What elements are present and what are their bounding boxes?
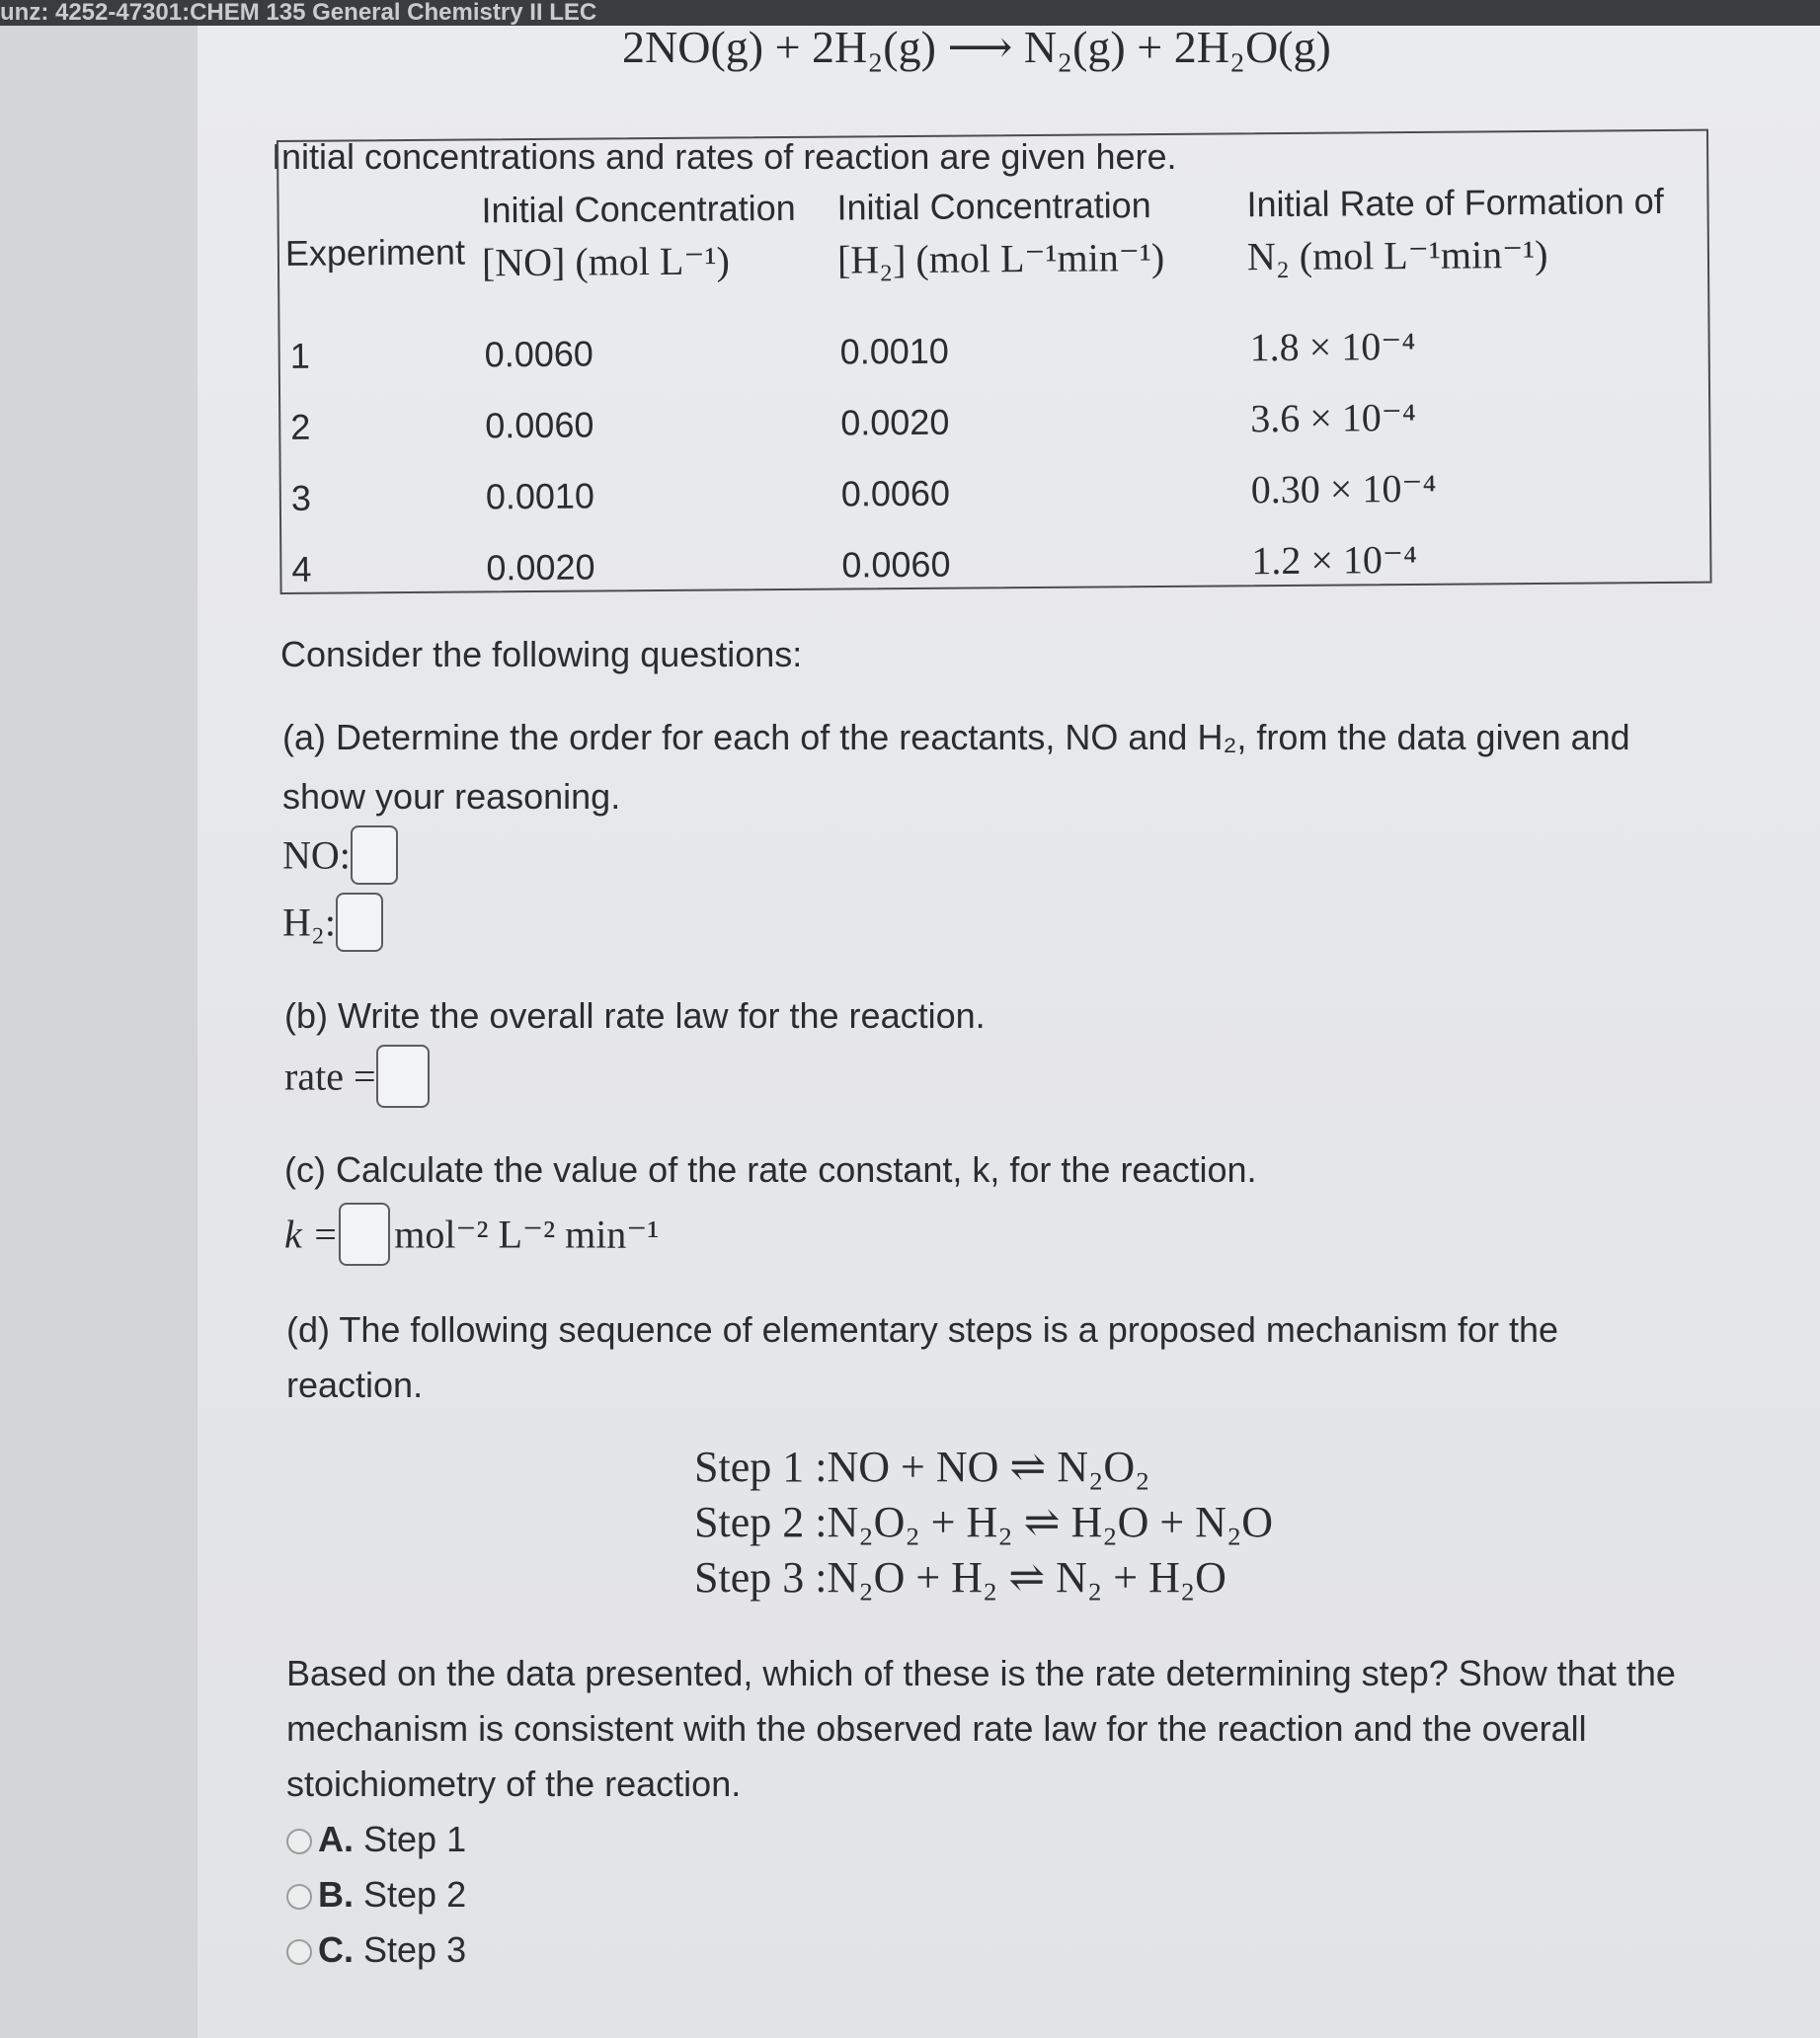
answer-row-rate (284, 1045, 430, 1108)
left-margin (0, 26, 198, 2038)
option-a-letter: A. (318, 1819, 354, 1859)
mechanism-step-2: Step 2 :N₂O₂ + H₂ ⇌ H₂O + N₂O (694, 1498, 1274, 1546)
header-rate-title: Initial Rate of Formation of (1246, 180, 1664, 225)
option-b-letter: B. (318, 1874, 354, 1915)
k-value-input[interactable] (339, 1203, 390, 1266)
k-units: mol⁻² L⁻² min⁻¹ (394, 1212, 660, 1257)
option-a-label: Step 1 (363, 1819, 467, 1859)
row-4-h2: 0.0060 (841, 543, 951, 586)
option-c[interactable] (286, 1929, 466, 1971)
question-a-line2: show your reasoning. (282, 776, 621, 817)
question-d-line2: reaction. (286, 1365, 424, 1405)
mechanism-step-1: Step 1 :NO + NO ⇌ N₂O₂ (694, 1443, 1150, 1491)
option-a-radio[interactable] (286, 1829, 312, 1854)
row-2-experiment: 2 (290, 406, 311, 447)
row-2-h2: 0.0020 (840, 401, 950, 443)
header-experiment: Experiment (284, 231, 466, 274)
row-1-rate: 1.8 × 10⁻⁴ (1249, 323, 1416, 370)
row-1-no: 0.0060 (484, 333, 593, 375)
row-3-h2: 0.0060 (840, 472, 951, 514)
header-h2-units: [H₂] (mol L⁻¹min⁻¹) (836, 234, 1165, 282)
no-label: NO: (282, 832, 351, 878)
header-rate-units: N₂ (mol L⁻¹min⁻¹) (1246, 231, 1548, 279)
rds-question-line3: stoichiometry of the reaction. (286, 1764, 742, 1804)
h2-order-input[interactable] (336, 893, 383, 952)
row-3-experiment: 3 (290, 477, 312, 518)
question-b: (b) Write the overall rate law for the reaction. (284, 995, 986, 1036)
header-no-title: Initial Concentration (481, 187, 796, 231)
option-c-label: Step 3 (363, 1929, 467, 1970)
data-table (277, 129, 1712, 594)
row-4-no: 0.0020 (486, 546, 595, 588)
course-label: unz: 4252-47301:CHEM 135 General Chemistry II LEC (0, 0, 597, 26)
option-b-label: Step 2 (363, 1874, 467, 1915)
row-3-rate: 0.30 × 10⁻⁴ (1250, 465, 1437, 512)
row-1-experiment: 1 (289, 335, 310, 376)
header-h2-title: Initial Concentration (836, 185, 1151, 228)
option-b[interactable] (286, 1874, 466, 1916)
consider-heading: Consider the following questions: (280, 634, 803, 674)
option-c-letter: C. (318, 1929, 354, 1970)
h2-label: H₂: (282, 900, 336, 945)
option-c-radio[interactable] (286, 1939, 312, 1965)
reaction-equation: 2NO(g) + 2H₂(g) ⟶ N₂(g) + 2H₂O(g) (622, 22, 1331, 72)
row-2-no: 0.0060 (485, 404, 594, 446)
rds-question-line2: mechanism is consistent with the observed rate law for the reaction and the overall (286, 1708, 1587, 1749)
rate-law-input[interactable] (376, 1045, 430, 1108)
k-label: k = (284, 1212, 339, 1257)
row-1-h2: 0.0010 (839, 330, 949, 372)
rate-label: rate = (284, 1054, 376, 1099)
row-4-rate: 1.2 × 10⁻⁴ (1251, 536, 1418, 584)
option-b-radio[interactable] (286, 1884, 312, 1910)
table-intro: Initial concentrations and rates of reaction are given here. (272, 136, 1177, 177)
no-order-input[interactable] (351, 825, 398, 885)
answer-row-k (284, 1203, 659, 1266)
question-c: (c) Calculate the value of the rate constant, k, for the reaction. (284, 1149, 1257, 1190)
answer-row-no (282, 825, 398, 885)
row-3-no: 0.0010 (485, 475, 595, 517)
mechanism-step-3: Step 3 :N₂O + H₂ ⇌ N₂ + H₂O (694, 1553, 1227, 1602)
option-a[interactable] (286, 1819, 466, 1860)
rds-question-line1: Based on the data presented, which of these is the rate determining step? Show that the (286, 1653, 1676, 1693)
question-a-line1: (a) Determine the order for each of the reactants, NO and H₂, from the data given and (282, 717, 1630, 757)
header-no-units: [NO] (mol L⁻¹) (481, 238, 730, 285)
row-4-experiment: 4 (291, 548, 312, 589)
question-d-line1: (d) The following sequence of elementary steps is a proposed mechanism for the (286, 1309, 1559, 1350)
answer-row-h2 (282, 893, 383, 952)
row-2-rate: 3.6 × 10⁻⁴ (1250, 394, 1417, 441)
